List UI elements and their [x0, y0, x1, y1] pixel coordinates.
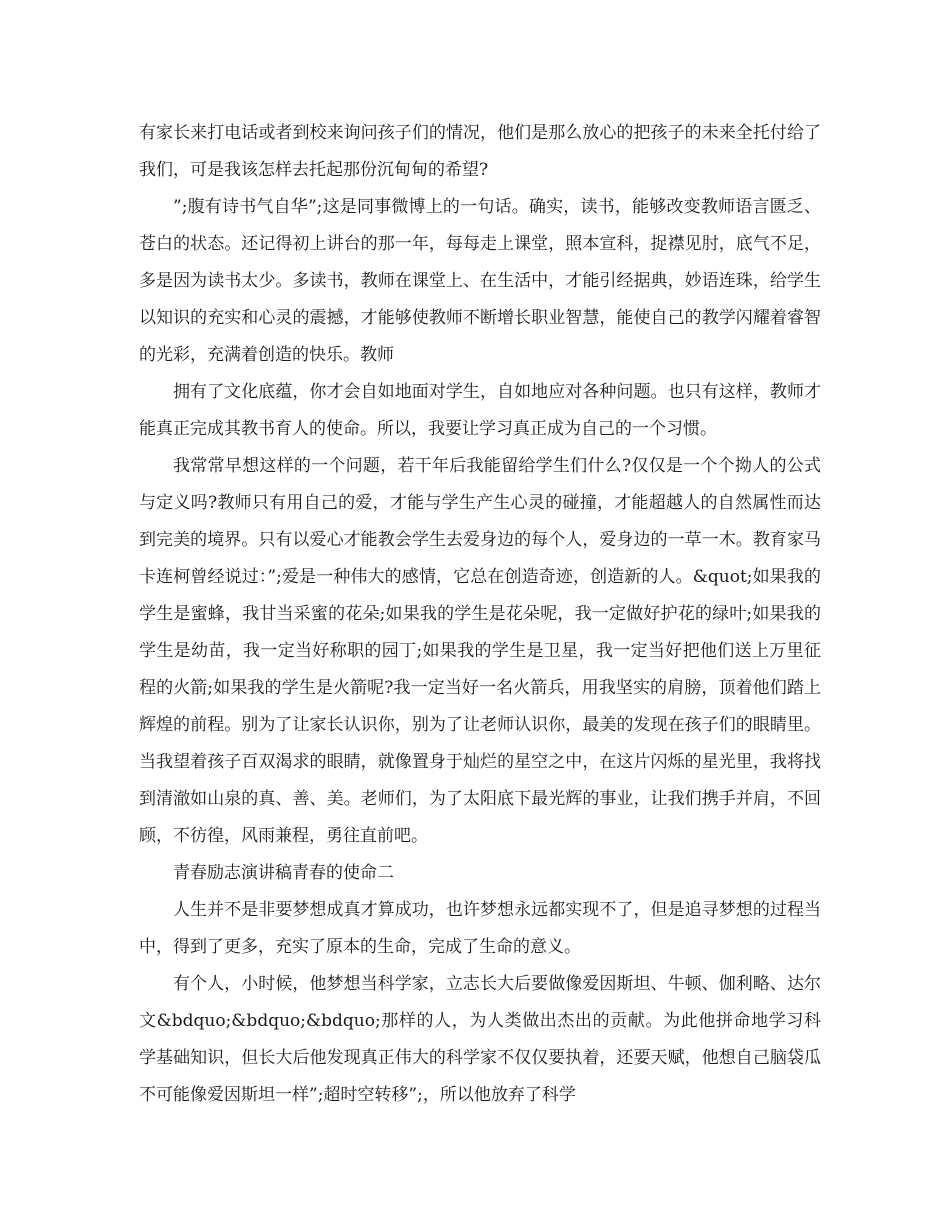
document-body — [139, 115, 821, 1114]
paragraph: 有个人，小时候，他梦想当科学家，立志长大后要做像爱因斯坦、牛顿、伽利略、达尔文&bdquo;&bdquo;&bdquo;那样的人，为人类做出杰出的贡献。为此他拼命地学习科学基础知识，但长大后他发现真正伟大的科学家不仅仅要执着，还要天赋，他想自己脑袋瓜不可能像爱因斯坦一样”;超时空转移”;，所以他放弃了科学 — [139, 974, 821, 1105]
paragraph: 拥有了文化底蕴，你才会自如地面对学生，自如地应对各种问题。也只有这样，教师才能真正完成其教书育人的使命。所以，我要让学习真正成为自己的一个习惯。 — [139, 382, 821, 439]
section-heading: 青春励志演讲稿青春的使命二 — [173, 863, 394, 883]
paragraph: 有家长来打电话或者到校来询问孩子们的情况，他们是那么放心的把孩子的未来全托付给了我们，可是我该怎样去托起那份沉甸甸的希望? — [139, 123, 821, 180]
paragraph: 人生并不是非要梦想成真才算成功，也许梦想永远都实现不了，但是追寻梦想的过程当中，得到了更多，充实了原本的生命，完成了生命的意义。 — [139, 900, 821, 957]
paragraph: ”;腹有诗书气自华”;这是同事微博上的一句话。确实，读书，能够改变教师语言匮乏、苍白的状态。还记得初上讲台的那一年，每每走上课堂，照本宣科，捉襟见肘，底气不足，多是因为读书太少。多读书，教师在课堂上、在生活中，才能引经据典，妙语连珠，给学生以知识的充实和心灵的震撼，才能够使教师不断增长职业智慧，能使自己的教学闪耀着睿智的光彩，充满着创造的快乐。教师 — [139, 197, 821, 365]
paragraph: 我常常早想这样的一个问题，若干年后我能留给学生们什么?仅仅是一个个拗人的公式与定义吗?教师只有用自己的爱，才能与学生产生心灵的碰撞，才能超越人的自然属性而达到完美的境界。只有以爱心才能教会学生去爱身边的每个人，爱身边的一草一木。教育家马卡连柯曾经说过：”;爱是一种伟大的感情，它总在创造奇迹，创造新的人。&quot;如果我的学生是蜜蜂，我甘当采蜜的花朵;如果我的学生是花朵呢，我一定做好护花的绿叶;如果我的学生是幼苗，我一定当好称职的园丁;如果我的学生是卫星，我一定当好把他们送上万里征程的火箭;如果我的学生是火箭呢?我一定当好一名火箭兵，用我坚实的肩膀，顶着他们踏上辉煌的前程。别为了让家长认识你，别为了让老师认识你，最美的发现在孩子们的眼睛里。当我望着孩子百双渴求的眼睛，就像置身于灿烂的星空之中，在这片闪烁的星光里，我将找到清澈如山泉的真、善、美。老师们，为了太阳底下最光辉的事业，让我们携手并肩，不回顾，不彷徨，风雨兼程，勇往直前吧。 — [139, 456, 821, 846]
